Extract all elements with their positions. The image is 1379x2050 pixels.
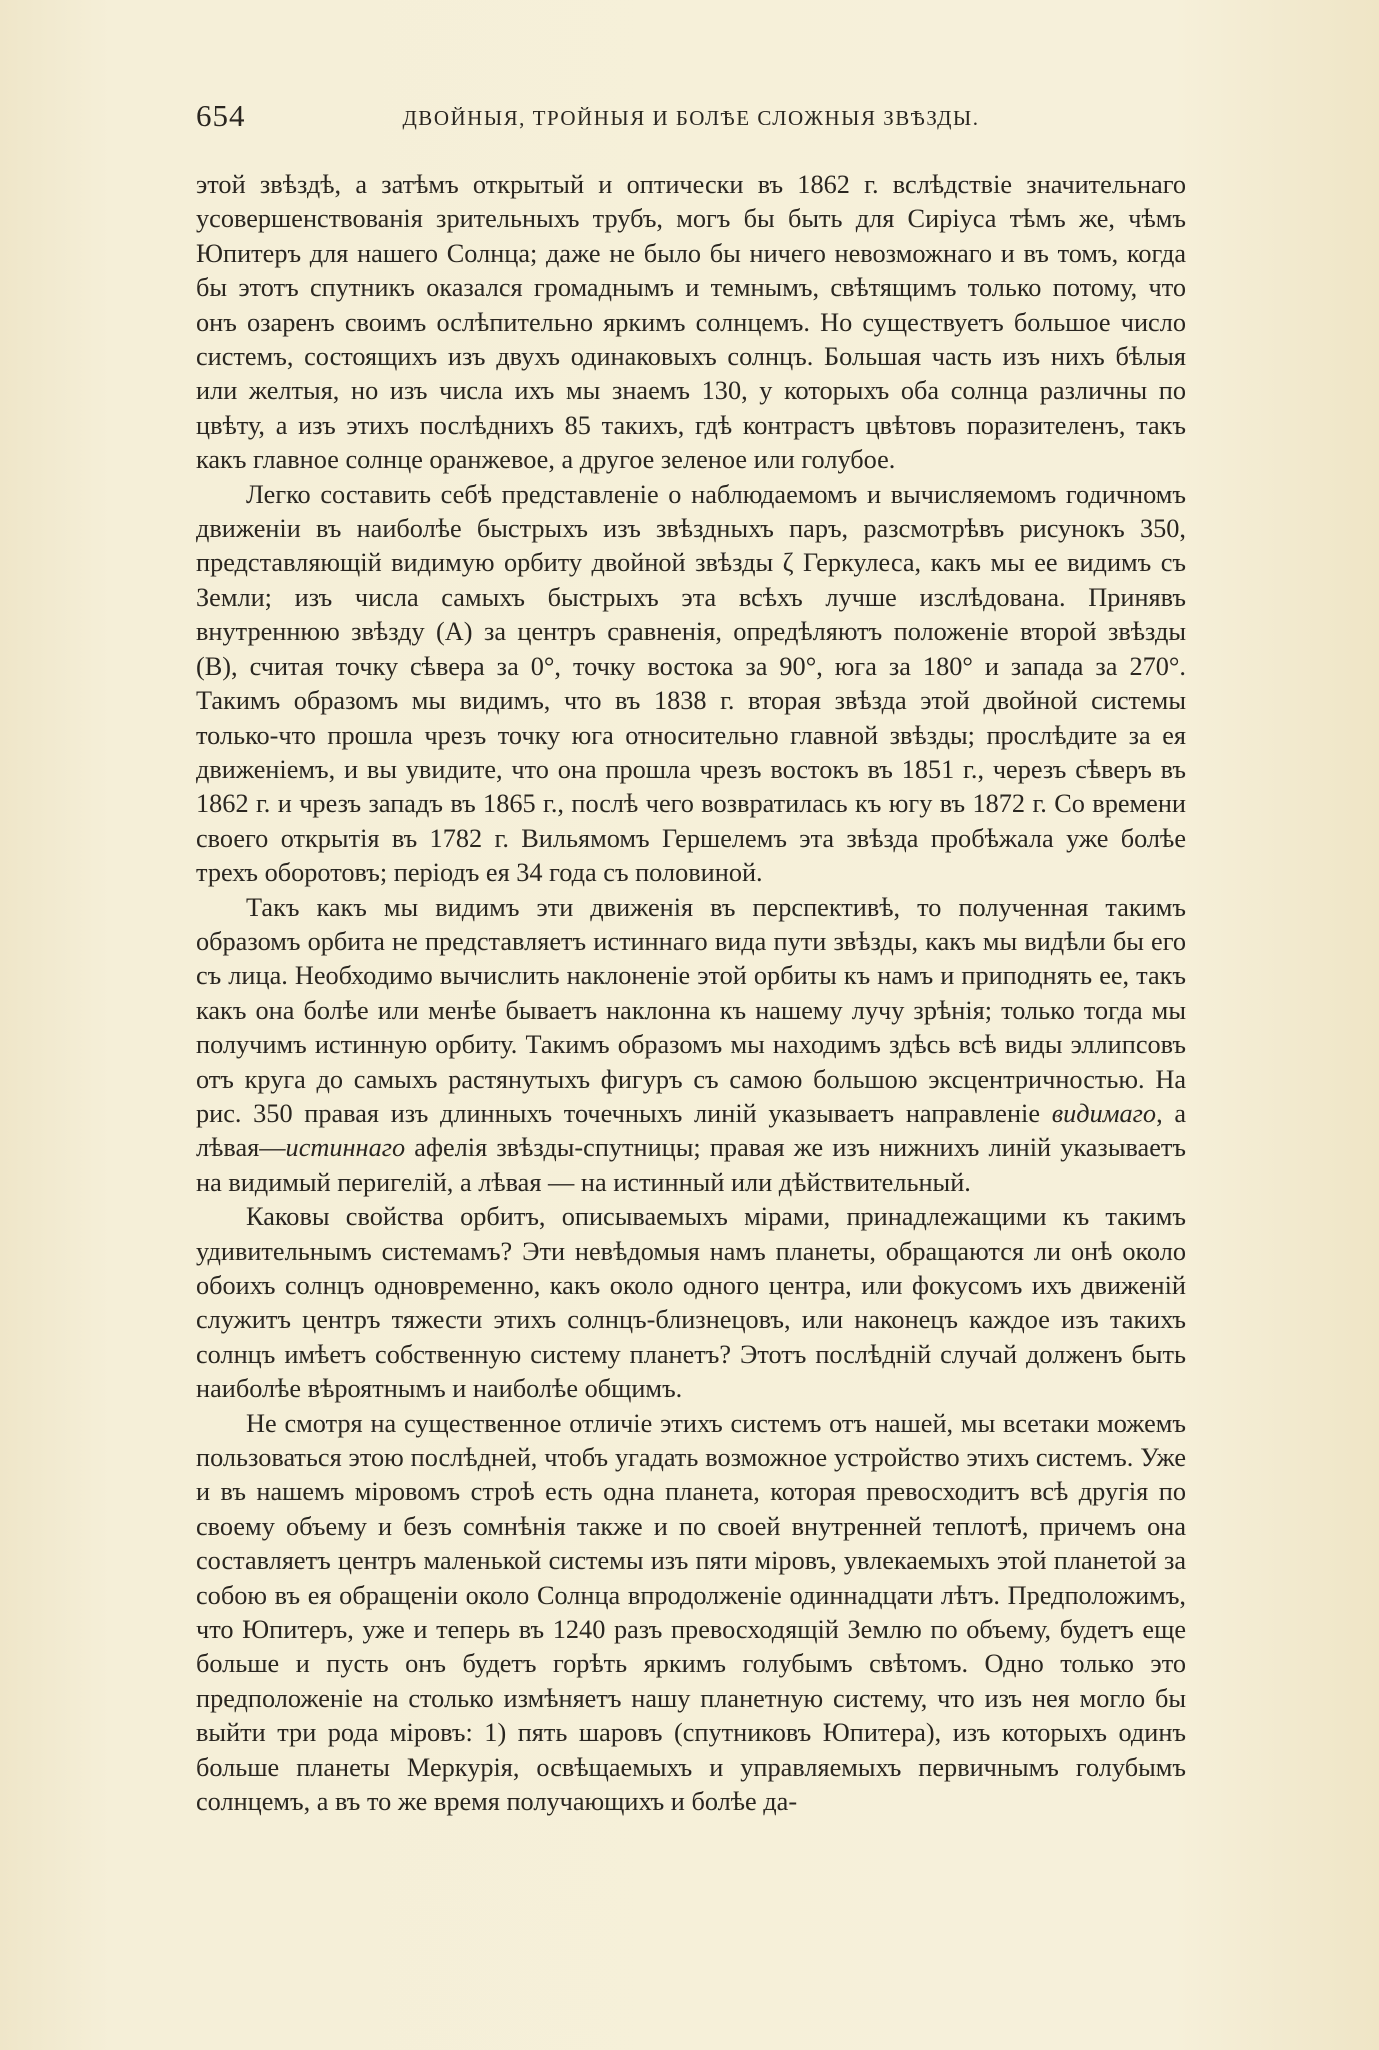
- page-number: 654: [196, 98, 246, 133]
- paragraph-perspective: [196, 891, 1186, 1201]
- paragraph-text: афелія звѣзды-спутницы; правая же изъ нижнихъ линій указываетъ на видимый перигелій, а лѣвая — на истинный или дѣйствительный.: [196, 1133, 1186, 1197]
- paragraph-orbit-questions: Каковы свойства орбитъ, описываемыхъ мірами, принадлежащими къ такимъ удивительнымъ системамъ? Эти невѣдомыя намъ планеты, обращаются ли онѣ около обоихъ солнцъ одновременно, какъ около одного центра, или фокусомъ ихъ движеній служитъ центръ тяжести этихъ солнцъ-близнецовъ, или наконецъ каждое изъ такихъ солнцъ имѣетъ собственную систему планетъ? Этотъ послѣдній случай долженъ быть наиболѣе вѣроятнымъ и наиболѣе общимъ.: [196, 1202, 1186, 1404]
- emphasis-apparent: видимаго: [1051, 1098, 1157, 1128]
- page-header: [196, 98, 1186, 138]
- running-title: ДВОЙНЫЯ, ТРОЙНЫЯ И БОЛѢЕ СЛОЖНЫЯ ЗВѢЗДЫ.: [402, 106, 980, 130]
- paragraph-text: , а лѣвая—: [196, 1098, 1186, 1163]
- paragraph-text: Такъ какъ мы видимъ эти движенія въ перспективѣ, то полученная такимъ образомъ орбита не представляетъ истиннаго вида пути звѣзды, какъ мы видѣли бы его съ лица. Необходимо вычислить наклоненіе этой орбиты къ намъ и приподнять ее, такъ какъ она болѣе или менѣе бываетъ наклонна къ нашему лучу зрѣнія; только тогда мы получимъ истинную орбиту. Такимъ образомъ мы находимъ здѣсь всѣ виды эллипсовъ отъ круга до самыхъ растянутыхъ фигуръ съ самою большою эксцентричностью. На рис. 350 правая изъ длинныхъ точечныхъ линій указываетъ направленіе: [196, 892, 1186, 1128]
- page-body: [196, 168, 1186, 1820]
- paragraph-hercules-orbit: Легко составить себѣ представленіе о наблюдаемомъ и вычисляемомъ годичномъ движеніи въ наиболѣе быстрыхъ изъ звѣздныхъ паръ, разсмотрѣвъ рисунокъ 350, представляющій видимую орбиту двойной звѣзды ζ Геркулеса, какъ мы ее видимъ съ Земли; изъ числа самыхъ быстрыхъ эта всѣхъ лучше изслѣдована. Принявъ внутреннюю звѣзду (A) за центръ сравненія, опредѣляютъ положеніе второй звѣзды (B), считая точку сѣвера за 0°, точку востока за 90°, юга за 180° и запада за 270°. Такимъ образомъ мы видимъ, что въ 1838 г. вторая звѣзда этой двойной системы только-что прошла чрезъ точку юга относительно главной звѣзды; прослѣдите за ея движеніемъ, и вы увидите, что она прошла чрезъ востокъ въ 1851 г., черезъ сѣверъ въ 1862 г. и чрезъ западъ въ 1865 г., послѣ чего возвратилась къ югу въ 1872 г. Со времени своего открытія въ 1782 г. Вильямомъ Гершелемъ эта звѣзда пробѣжала уже болѣе трехъ оборотовъ; періодъ ея 34 года съ половиной.: [196, 479, 1186, 888]
- paragraph-jupiter-hypothesis: Не смотря на существенное отличіе этихъ системъ отъ нашей, мы всетаки можемъ пользоваться этою послѣдней, чтобъ угадать возможное устройство этихъ системъ. Уже и въ нашемъ міровомъ строѣ есть одна планета, которая превосходитъ всѣ другія по своему объему и безъ сомнѣнія также и по своей внутренней теплотѣ, причемъ она составляетъ центръ маленькой системы изъ пяти міровъ, увлекаемыхъ этой планетой за собою въ ея обращеніи около Солнца впродолженіе одиннадцати лѣтъ. Предположимъ, что Юпитеръ, уже и теперь въ 1240 разъ превосходящій Землю по объему, будетъ еще больше и пусть онъ будетъ горѣть яркимъ голубымъ свѣтомъ. Одно только это предположеніе на столько измѣняетъ нашу планетную систему, что изъ нея могло бы выйти три рода міровъ: 1) пять шаровъ (спутниковъ Юпитера), изъ которыхъ одинъ больше планеты Меркурія, освѣщаемыхъ и управляемыхъ первичнымъ голубымъ солнцемъ, а въ то же время получающихъ и болѣе да-: [196, 1408, 1186, 1817]
- emphasis-true: истиннаго: [285, 1133, 406, 1163]
- paragraph-continuation: этой звѣздѣ, а затѣмъ открытый и оптически въ 1862 г. вслѣдствіе значительнаго усовершенствованія зрительныхъ трубъ, могъ бы быть для Сиріуса тѣмъ же, чѣмъ Юпитеръ для нашего Солнца; даже не было бы ничего невозможнаго и въ томъ, когда бы этотъ спутникъ оказался громаднымъ и темнымъ, свѣтящимъ только потому, что онъ озаренъ своимъ ослѣпительно яркимъ солнцемъ. Но существуетъ большое число системъ, состоящихъ изъ двухъ одинаковыхъ солнцъ. Большая часть изъ нихъ бѣлыя или желтыя, но изъ числа ихъ мы знаемъ 130, у которыхъ оба солнца различны по цвѣту, а изъ этихъ послѣднихъ 85 такихъ, гдѣ контрастъ цвѣтовъ поразителенъ, такъ какъ главное солнце оранжевое, а другое зеленое или голубое.: [196, 170, 1186, 475]
